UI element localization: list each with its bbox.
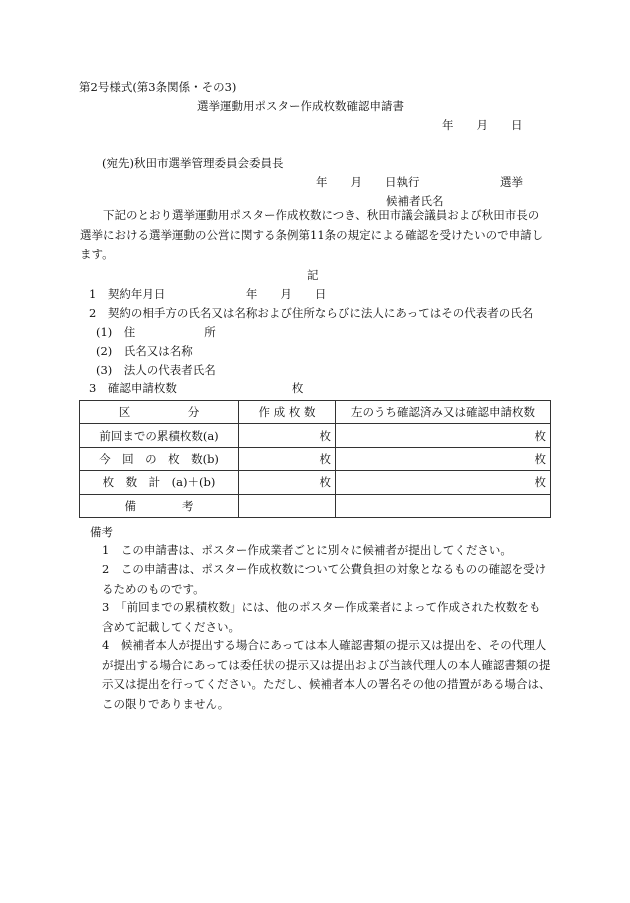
sub-name: (2) 氏名又は名称 bbox=[96, 344, 193, 358]
ki-heading: 記 bbox=[307, 268, 319, 282]
note-3: 3 「前回までの累積枚数」には、他のポスター作成業者によって作成された枚数をも含めて記載してください。 bbox=[102, 600, 541, 634]
produced-count-cell[interactable]: 枚 bbox=[239, 424, 336, 447]
note-4: 4 候補者本人が提出する場合にあっては本人確認書類の提示又は提出を、その代理人が提出する場合にあっては委任状の提示又は提出および当該代理人の本人確認書類の提示又は提出を行ってください。ただし、候補者本人の署名その他の措置がある場合は、この限りでありません。 bbox=[102, 638, 551, 711]
confirmed-count-cell[interactable]: 枚 bbox=[336, 447, 551, 470]
produced-count-cell[interactable]: 枚 bbox=[239, 447, 336, 470]
addressee: (宛先)秋田市選挙管理委員会委員長 bbox=[102, 156, 284, 170]
row-label: 枚 数 計 (a)＋(b) bbox=[80, 471, 239, 494]
header-category: 区 分 bbox=[80, 401, 239, 424]
candidate-name-label: 候補者氏名 bbox=[386, 194, 444, 208]
election-date-line: 年 月 日執行 選挙 bbox=[316, 175, 523, 189]
row-label: 今 回 の 枚 数(b) bbox=[80, 447, 239, 470]
body-text: 下記のとおり選挙運動用ポスター作成枚数につき、秋田市議会議員および秋田市長の選挙における選挙運動の公営に関する条例第11条の規定による確認を受けたいので申請します。 bbox=[80, 208, 544, 261]
table-row bbox=[80, 494, 551, 517]
item-contractor-info: 2 契約の相手方の氏名又は名称および住所ならびに法人にあってはその代表者の氏名 bbox=[89, 306, 534, 320]
header-produced-count: 作 成 枚 数 bbox=[239, 401, 336, 424]
form-number: 第2号様式(第3条関係・その3) bbox=[79, 80, 237, 94]
note-2: 2 この申請書は、ポスター作成枚数について公費負担の対象となるものの確認を受けるためのものです。 bbox=[102, 562, 547, 596]
note-1: 1 この申請書は、ポスター作成業者ごとに別々に候補者が提出してください。 bbox=[102, 543, 512, 557]
sub-representative: (3) 法人の代表者氏名 bbox=[96, 363, 216, 377]
table-row bbox=[80, 471, 551, 494]
row-label: 前回までの累積枚数(a) bbox=[80, 424, 239, 447]
item-contract-date: 1 契約年月日 年 月 日 bbox=[89, 287, 327, 301]
document-title: 選挙運動用ポスター作成枚数確認申請書 bbox=[197, 99, 404, 113]
count-table bbox=[79, 400, 551, 518]
notes-heading: 備考 bbox=[90, 525, 113, 539]
confirmed-count-cell[interactable]: 枚 bbox=[336, 471, 551, 494]
table-row bbox=[80, 447, 551, 470]
table-row bbox=[80, 424, 551, 447]
confirmed-count-cell[interactable]: 枚 bbox=[336, 424, 551, 447]
item-requested-count: 3 確認申請枚数 枚 bbox=[89, 381, 304, 395]
table-header-row bbox=[80, 401, 551, 424]
produced-count-cell[interactable]: 枚 bbox=[239, 471, 336, 494]
sub-address: (1) 住 所 bbox=[96, 325, 216, 339]
header-confirmed-count: 左のうち確認済み又は確認申請枚数 bbox=[336, 401, 551, 424]
row-label: 備 考 bbox=[80, 494, 239, 517]
remarks-cell[interactable] bbox=[336, 494, 551, 517]
submission-date: 年 月 日 bbox=[442, 118, 523, 132]
remarks-cell[interactable] bbox=[239, 494, 336, 517]
